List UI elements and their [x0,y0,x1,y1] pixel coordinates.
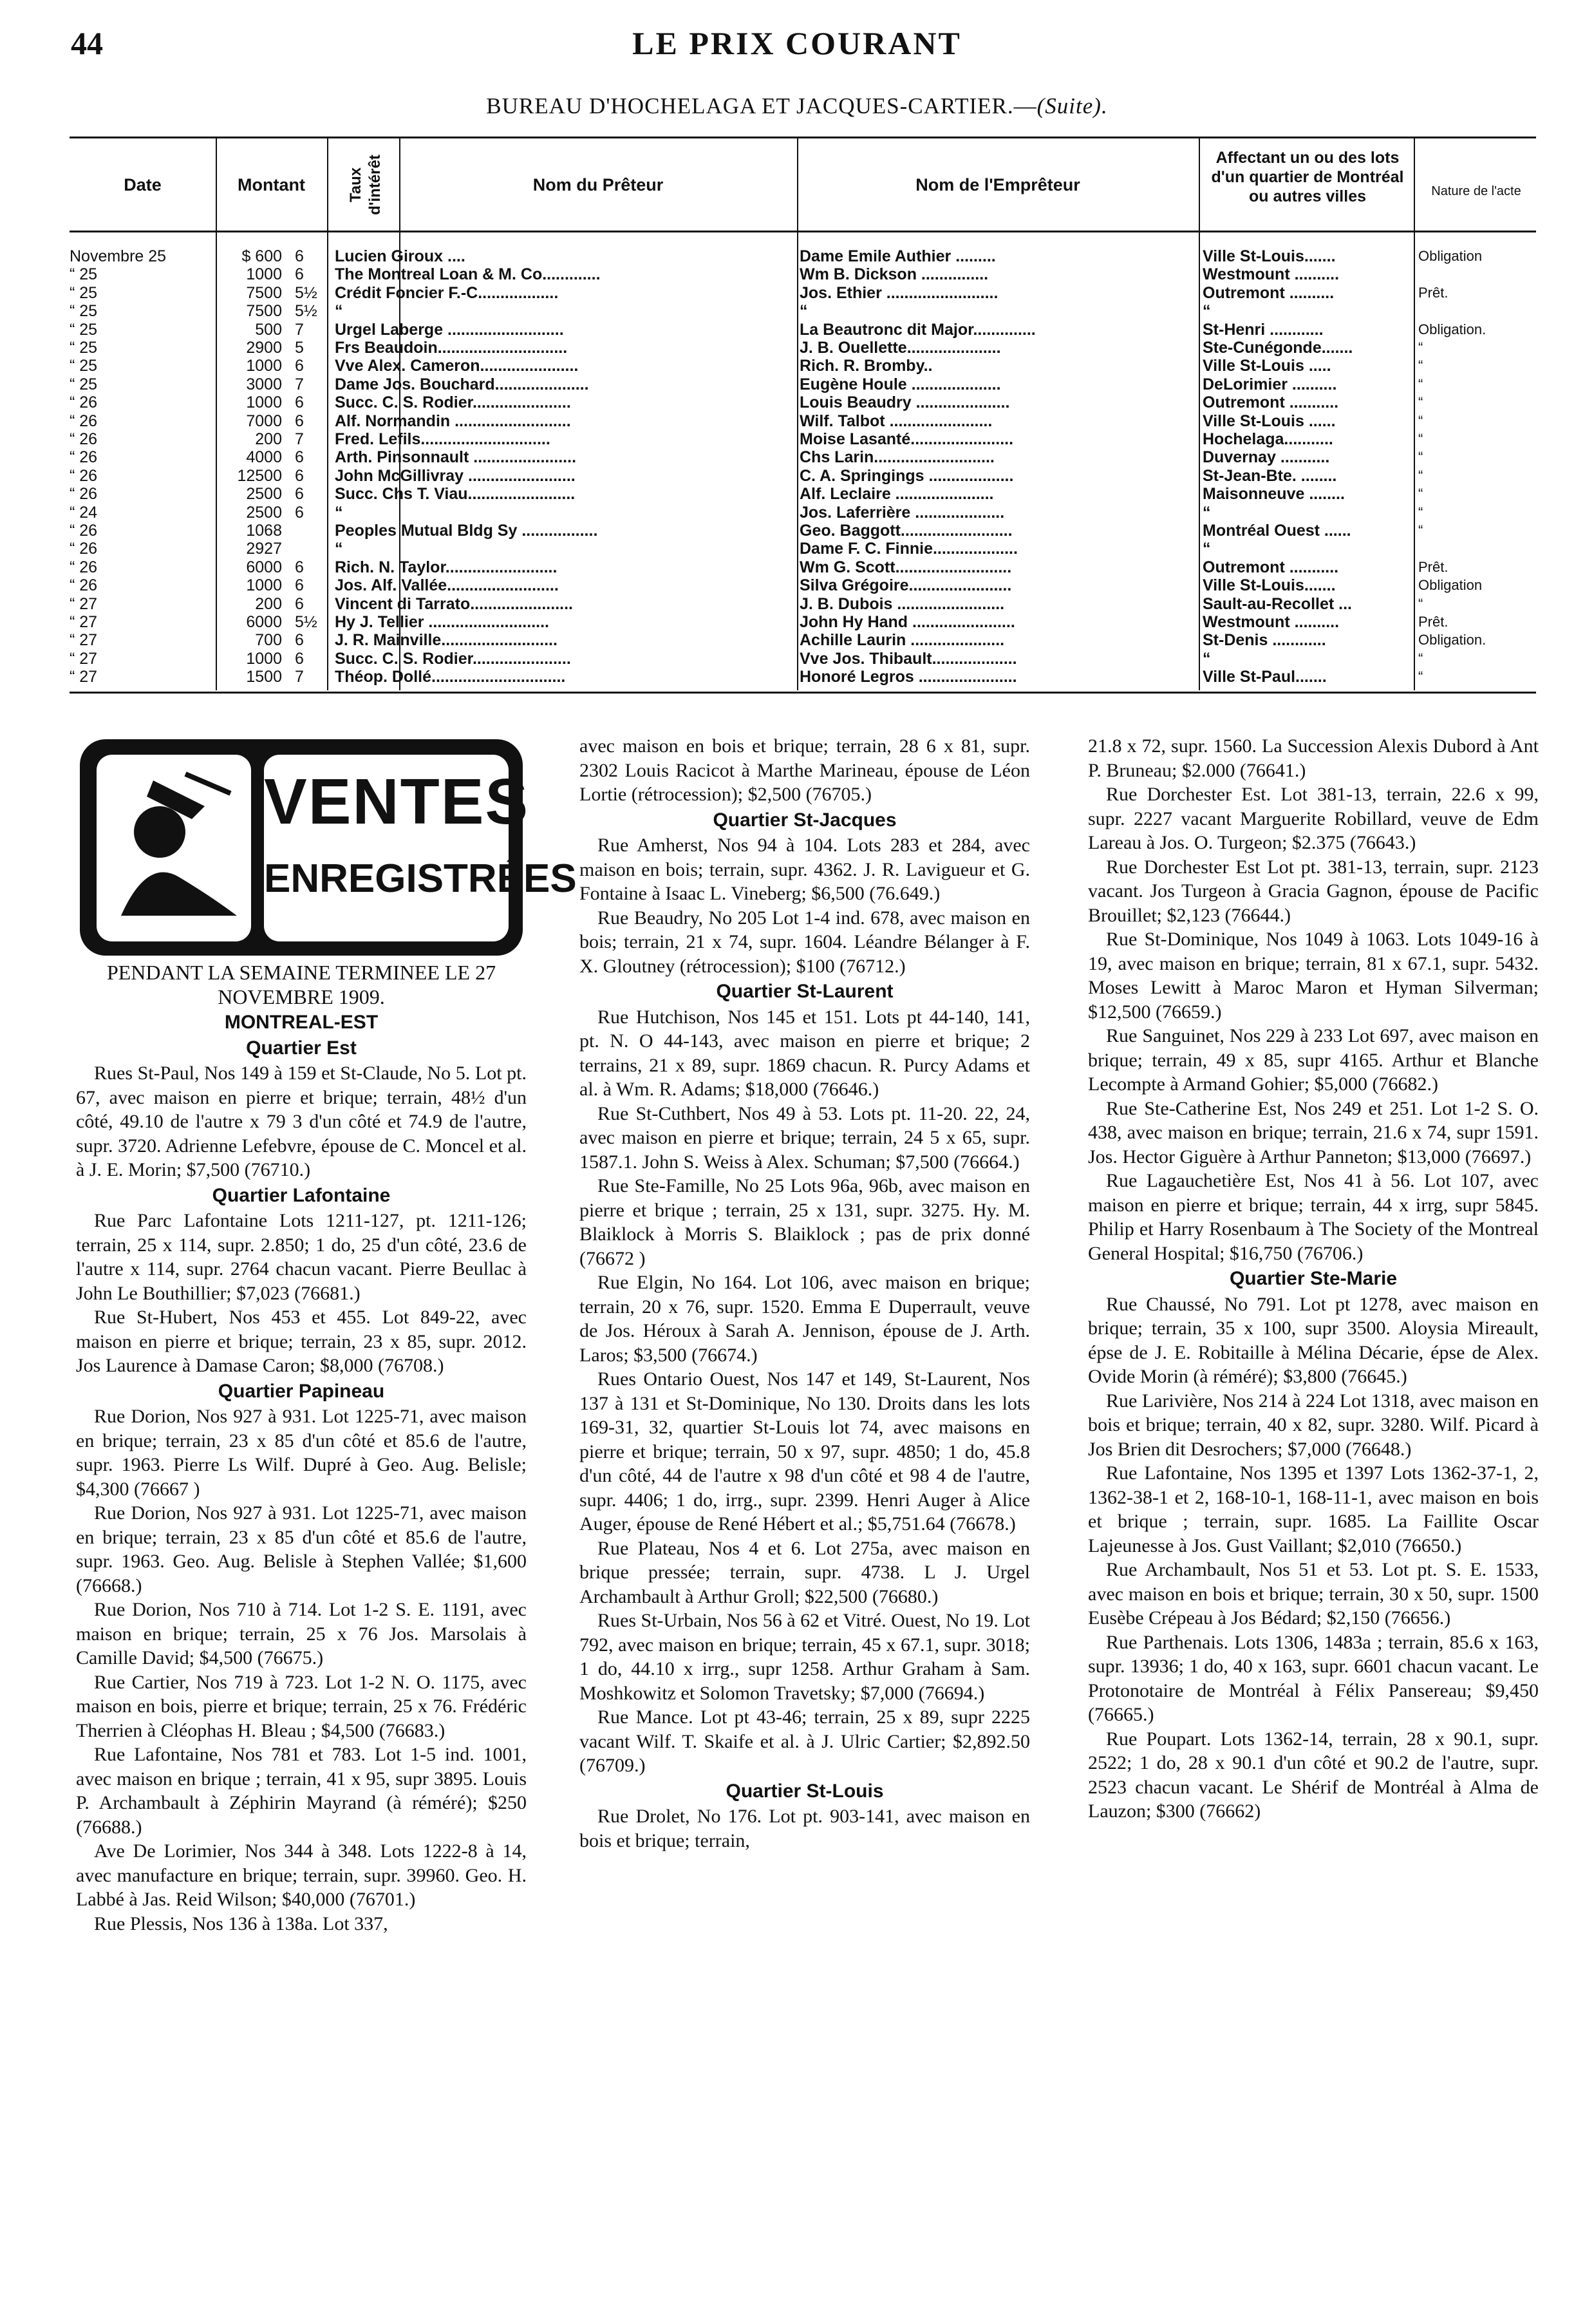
row-amount: 6000 [246,558,282,576]
col-header-emprunteur: Nom de l'Emprêteur [915,175,1080,194]
sale-entry: Rue Cartier, Nos 719 à 723. Lot 1-2 N. O. 1175, avec maison en bois, pierre et brique; terrain, 25 x 76. Frédéric Therrien à Cléophas H. Bleau ; $4,500 (76683.) [76,1671,527,1741]
table-row [70,302,1536,320]
row-borrower: Eugène Houle .................... [800,375,1001,393]
table-row [70,668,1536,686]
row-nature: “ [1418,504,1423,520]
sale-entry: Rue Archambault, Nos 51 et 53. Lot pt. S. E. 1533, avec maison en bois et brique; terrain, 30 x 50, supr. 1500 Eusèbe Crépeau à Jos Bédard; $2,150 (76656.) [1088,1559,1539,1629]
table-row [70,339,1536,357]
row-lender: Succ. Chs T. Viau........................ [335,485,576,504]
row-rate: 6 [295,448,304,467]
row-rate: 6 [295,357,304,375]
ventes-enregistrees-logo [76,735,577,959]
row-lender: Alf. Normandin .......................... [335,411,571,430]
week-caption: PENDANT LA SEMAINE TERMINEE LE 27 NOVEMBRE 1909. [106,961,496,1008]
row-place: Westmount .......... [1203,265,1340,284]
row-rate: 5½ [295,302,317,321]
article-column-2 [579,734,1030,1853]
row-date: “ 25 [70,375,98,393]
row-borrower: J. B. Ouellette..................... [800,339,1001,357]
quartier-heading: Quartier Lafontaine [212,1184,391,1206]
row-borrower: Dame F. C. Finnie................... [800,540,1018,558]
row-date: “ 26 [70,393,98,412]
quartier-heading: Quartier Ste-Marie [1229,1268,1398,1289]
row-rate: 6 [295,576,304,595]
row-lender: “ [335,503,343,522]
sale-entry: Rue Beaudry, No 205 Lot 1-4 ind. 678, avec maison en bois; terrain, 21 x 74, supr. 1604. Léandre Bélanger à F. X. Gloutney (rétrocession); $100 (76712.) [579,907,1030,977]
row-date: “ 25 [70,357,98,375]
row-rate: 6 [295,411,304,430]
sale-entry: Rue Dorchester Est. Lot 381-13, terrain, 22.6 x 99, supr. 2227 vacant Marguerite Robillard, veuve de Edm Lareau à Jos. O. Turgeon; $2.375 (76643.) [1088,784,1539,853]
row-amount: 1068 [246,522,282,540]
row-amount: 1000 [246,576,282,595]
row-rate: 6 [295,649,304,668]
row-place: Ville St-Louis....... [1203,247,1336,265]
row-date: “ 26 [70,540,98,558]
row-amount: 2927 [246,540,282,558]
quartier-heading: MONTREAL-EST [224,1012,379,1033]
row-date: “ 26 [70,466,98,485]
row-place: “ [1203,649,1211,668]
col-header-nature: Nature de l'acte [1431,184,1521,198]
row-nature: Obligation. [1418,321,1486,337]
row-rate: 6 [295,247,304,265]
row-place: Outremont .......... [1203,283,1335,302]
row-lender: Frs Beaudoin............................. [335,339,568,357]
sale-entry: Rue Ste-Catherine Est, Nos 249 et 251. Lot 1-2 S. O. 438, avec maison en brique; terrain, 21.6 x 74, supr 1591. Jos. Hector Giguère à Arthur Panneton; $13,000 (76697.) [1088,1097,1539,1167]
row-borrower: Chs Larin........................... [800,448,995,467]
row-place: Westmount .......... [1203,613,1340,631]
row-place: “ [1203,302,1211,321]
row-amount: $ 600 [241,247,282,265]
sale-entry: Rue Poupart. Lots 1362-14, terrain, 28 x 90.1, supr. 2522; 1 do, 28 x 90.1 d'un côté et 90.2 de l'autre, supr. 2523 chacun vacant. Le Shérif de Montréal à Alma de Lauzon; $300 (76662) [1088,1728,1539,1822]
row-borrower: Geo. Baggott......................... [800,522,1013,540]
row-borrower: Vve Jos. Thibault................... [800,649,1017,668]
table-row [70,650,1536,668]
row-rate: 6 [295,558,304,576]
row-place: Maisonneuve ........ [1203,485,1345,504]
section-title-text: BUREAU D'HOCHELAGA ET JACQUES-CARTIER.— [486,93,1037,118]
row-date: “ 27 [70,613,98,631]
row-place: St-Henri ............ [1203,320,1324,339]
row-nature: “ [1418,668,1423,685]
row-amount: 500 [255,320,282,339]
row-nature: “ [1418,486,1423,502]
row-borrower: Achille Laurin ..................... [800,631,1005,650]
table-row [70,393,1536,411]
row-amount: 2900 [246,339,282,357]
table-row [70,412,1536,430]
table-row [70,576,1536,594]
section-title [0,93,1594,119]
row-nature: Prêt. [1418,558,1449,575]
row-amount: 200 [255,430,282,448]
row-amount: 1000 [246,393,282,412]
row-borrower: J. B. Dubois ........................ [800,594,1005,613]
row-rate: 7 [295,375,304,393]
row-date: “ 25 [70,320,98,339]
sale-entry: Rue Dorion, Nos 927 à 931. Lot 1225-71, avec maison en brique; terrain, 23 x 85 d'un côté et 85.6 de l'autre, supr. 1963. Pierre Ls Wilf. Dupré à Geo. Aug. Belisle; $4,300 (76667 ) [76,1406,527,1500]
row-date: “ 26 [70,411,98,430]
sale-entry: Rue Lafontaine, Nos 1395 et 1397 Lots 1362-37-1, 2, 1362-38-1 et 2, 168-10-1, 168-11-1, avec maison en bois et brique ; terrain, supr. 1685. La Faillite Oscar Lajeunesse à Jos. Gust Vaillant; $2,010 (76650.) [1088,1462,1539,1556]
row-nature: Obligation [1418,248,1483,264]
row-date: “ 25 [70,283,98,302]
row-borrower: Wm B. Dickson ............... [800,265,989,284]
row-borrower: Alf. Leclaire ...................... [800,485,994,504]
sale-entry: 21.8 x 72, supr. 1560. La Succession Alexis Dubord à Ant P. Bruneau; $2.000 (76641.) [1088,735,1539,781]
table-row [70,631,1536,649]
sale-entry: Rue Plessis, Nos 136 à 138a. Lot 337, [94,1913,388,1934]
row-borrower: La Beautronc dit Major.............. [800,320,1036,339]
row-amount: 2500 [246,503,282,522]
row-amount: 12500 [237,466,282,485]
sale-entry: Rues St-Paul, Nos 149 à 159 et St-Claude, No 5. Lot pt. 67, avec maison en pierre et brique; terrain, 48½ d'un côté, 49.10 de l'autre x 79 3 d'un côté et 74.9 de l'autre, supr. 3720. Adrienne Lefebvre, épouse de C. Moncel et al. à J. E. Morin; $7,500 (76710.) [76,1063,527,1180]
row-place: Outremont ........... [1203,558,1339,576]
row-lender: Urgel Laberge .......................... [335,320,564,339]
row-amount: 1000 [246,357,282,375]
row-borrower: C. A. Springings ................... [800,466,1014,485]
quartier-heading: Quartier Est [246,1037,357,1059]
logo-line1: VENTES [264,766,530,838]
row-amount: 4000 [246,448,282,467]
quartier-heading: Quartier Papineau [218,1380,385,1402]
article-column-3 [1088,734,1539,1824]
row-date: “ 27 [70,594,98,613]
row-amount: 700 [255,631,282,650]
table-row [70,321,1536,339]
row-rate: 6 [295,485,304,504]
row-rate: 5½ [295,613,317,631]
table-row [70,467,1536,485]
page-number: 44 [71,25,103,61]
row-place: Ste-Cunégonde....... [1203,339,1353,357]
row-nature: “ [1418,650,1423,666]
sale-entry: Rue Lafontaine, Nos 781 et 783. Lot 1-5 ind. 1001, avec maison en brique ; terrain, 41 x 95, supr 3895. Louis P. Archambault à Zéphirin Mayrand (à réméré); $250 (76688.) [76,1744,527,1838]
table-row [70,247,1536,265]
sale-entry: Rue Dorion, Nos 927 à 931. Lot 1225-71, avec maison en brique; terrain, 23 x 85 d'un côté et 85.6 de l'autre, supr. 1963. Geo. Aug. Belisle à Stephen Vallée; $1,600 (76668.) [76,1502,527,1596]
table-header-rule [70,231,1536,232]
row-borrower: “ [800,302,808,321]
row-place: Duvernay ........... [1203,448,1330,467]
row-lender: Peoples Mutual Bldg Sy ................. [335,522,598,540]
row-place: “ [1203,503,1211,522]
row-place: Ville St-Louis ..... [1203,357,1331,375]
table-top-rule [70,137,1536,138]
row-date: “ 26 [70,558,98,576]
row-lender: John McGillivray ........................ [335,466,576,485]
sale-entry: Rue Amherst, Nos 94 à 104. Lots 283 et 284, avec maison en bois; terrain, supr. 4362. J. R. Lavigueur et G. Fontaine à Isaac L. Vineberg; $6,500 (76.649.) [579,835,1030,904]
table-row [70,595,1536,613]
article-column-1 [76,961,527,1936]
row-borrower: Honoré Legros ...................... [800,668,1017,686]
sale-entry: Rue Larivière, Nos 214 à 224 Lot 1318, avec maison en bois et brique; terrain, 40 x 82, supr. 3280. Wilf. Picard à Jos Brien dit Desrochers; $7,000 (76648.) [1088,1390,1539,1460]
row-nature: “ [1418,394,1423,411]
row-amount: 7000 [246,411,282,430]
table-row [70,613,1536,631]
table-row [70,540,1536,558]
col-header-montant: Montant [238,175,305,194]
row-date: “ 26 [70,576,98,595]
row-borrower: Wilf. Talbot ....................... [800,411,993,430]
row-rate: 6 [295,594,304,613]
row-lender: Vincent di Tarrato....................... [335,594,573,613]
row-nature: Prêt. [1418,284,1449,301]
table-row [70,375,1536,393]
table-row [70,265,1536,283]
row-rate: 5½ [295,283,317,302]
sale-entry: Rue Lagauchetière Est, Nos 41 à 56. Lot 107, avec maison en pierre et brique; terrain, 44 x irrg, supr 5845. Philip et Harry Rosenbaum à The Society of the Montreal General Hospital; $16,750 (76706.) [1088,1170,1539,1264]
row-rate: 6 [295,393,304,412]
row-borrower: Wm G. Scott.......................... [800,558,1012,576]
table-row [70,284,1536,302]
row-amount: 1000 [246,649,282,668]
sale-entry: Rue Dorion, Nos 710 à 714. Lot 1-2 S. E. 1191, avec maison en brique; terrain, 25 x 76 Jos. Marsolais à Camille David; $4,500 (76675.) [76,1599,527,1668]
row-lender: Fred. Lefils............................. [335,430,550,448]
row-rate: 6 [295,265,304,284]
row-date: “ 27 [70,631,98,650]
table-bottom-rule [70,692,1536,694]
sale-entry: Rue Chaussé, No 791. Lot pt 1278, avec maison en brique; terrain, 35 x 100, supr 3500. Aloysia Mireault, épse de J. E. Robitaille à Mélina Décarie, épse de Alex. Ovide Morin (à réméré); $3,800 (76645.) [1088,1293,1539,1387]
row-lender: Rich. N. Taylor......................... [335,558,558,576]
section-title-suite: (Suite). [1036,93,1108,118]
row-date: Novembre 25 [70,247,167,265]
row-nature: “ [1418,595,1423,612]
sale-entry: Rue Sanguinet, Nos 229 à 233 Lot 697, avec maison en brique; terrain, 49 x 85, supr 4165. Arthur et Blanche Lecompte à Armand Gohier; $5,000 (76682.) [1088,1025,1539,1095]
row-nature: “ [1418,467,1423,484]
row-date: “ 27 [70,668,98,686]
row-lender: Crédit Foncier F.-C.................. [335,283,559,302]
row-rate: 7 [295,430,304,448]
row-nature: Obligation. [1418,632,1486,648]
row-place: Hochelaga........... [1203,430,1333,448]
journal-title: LE PRIX COURANT [632,25,962,61]
row-borrower: Louis Beaudry ..................... [800,393,1010,412]
sale-entry: Rue Elgin, No 164. Lot 106, avec maison en brique; terrain, 20 x 76, supr. 1520. Emma E Duperrault, veuve de Jos. Héroux à Sarah A. Jennison, épouse de J. Arth. Laros; $3,500 (76674.) [579,1272,1030,1366]
logo-line2: ENREGISTRÉES [264,856,577,901]
row-borrower: Rich. R. Bromby.. [800,357,933,375]
table-row [70,485,1536,503]
row-place: St-Jean-Bte. ........ [1203,466,1337,485]
row-amount: 7500 [246,302,282,321]
row-amount: 2500 [246,485,282,504]
sale-entry: Rue Parc Lafontaine Lots 1211-127, pt. 1211-126; terrain, 25 x 114, supr. 2.850; 1 do, 25 d'un côté, 23.6 de l'autre x 114, supr. 2764 chacun vacant. Pierre Beullac à John Le Bouthillier; $7,023 (76681.) [76,1210,527,1304]
row-lender: “ [335,302,343,321]
sale-entry: Rue Parthenais. Lots 1306, 1483a ; terrain, 85.6 x 163, supr. 13936; 1 do, 40 x 163, supr. 6601 chacun vacant. Le Protonotaire de Montréal à Félix Pansereau; $9,450 (76665.) [1088,1631,1539,1725]
sale-entry: Rue St-Hubert, Nos 453 et 455. Lot 849-22, avec maison en pierre et brique; terrain, 23 x 85, supr. 2012. Jos Laurence à Damase Caron; $8,000 (76708.) [76,1307,527,1376]
row-nature: Obligation [1418,577,1483,594]
col-header-preteur: Nom du Prêteur [532,175,664,194]
row-place: Ville St-Louis....... [1203,576,1336,595]
row-date: “ 27 [70,649,98,668]
row-place: DeLorimier .......... [1203,375,1337,393]
row-amount: 7500 [246,283,282,302]
quartier-heading: Quartier St-Laurent [716,981,894,1002]
row-lender: Vve Alex. Cameron...................... [335,357,579,375]
row-lender: Dame Jos. Bouchard..................... [335,375,589,393]
row-date: “ 26 [70,485,98,504]
row-amount: 3000 [246,375,282,393]
sale-entry: Rue Ste-Famille, No 25 Lots 96a, 96b, avec maison en pierre et brique ; terrain, 25 x 131, supr. 3275. Hy. M. Blaiklock à Morris S. Blaiklock ; pas de prix donné (76672 ) [579,1175,1030,1269]
sale-entry: Rue St-Cuthbert, Nos 49 à 53. Lots pt. 11-20. 22, 24, avec maison en pierre et brique; terrain, 24 5 x 65, supr. 1587.1. John S. Weiss à Alex. Schuman; $7,500 (76664.) [579,1102,1030,1173]
row-place: Sault-au-Recollet ... [1203,594,1352,613]
sale-entry: Rue Dorchester Est Lot pt. 381-13, terrain, supr. 2123 vacant. Jos Turgeon à Gracia Gagnon, épouse de Pacific Brouillet; $2,123 (76644.) [1088,856,1539,926]
row-place: Montréal Ouest ...... [1203,522,1351,540]
row-rate: 7 [295,668,304,686]
table-row [70,504,1536,522]
sale-entry: Rue Mance. Lot pt 43-46; terrain, 25 x 89, supr 2225 vacant Wilf. T. Skaife et al. à J. Ulric Cartier; $2,892.50 (76709.) [579,1706,1030,1776]
row-borrower: Dame Emile Authier ......... [800,247,996,265]
sale-entry: Rues Ontario Ouest, Nos 147 et 149, St-Laurent, Nos 137 à 131 et St-Dominique, No 130. Droits dans les lots 169-31, 32, quartier St-Louis lot 74, avec maisons en pierre et brique; terrain, 50 x 97, supr. 4850; 1 do, 45.8 d'un côté, 44 de l'autre x 98 d'un côté et 98 4 de l'autre, supr. 4406; 1 do, irrg., supr. 2399. Henri Auger à Alice Auger, épouse de René Hébert et al.; $5,751.64 (76678.) [579,1368,1030,1535]
quartier-heading: Quartier St-Jacques [713,809,897,831]
row-nature: Prêt. [1418,614,1449,630]
col-header-date: Date [124,175,162,194]
row-place: “ [1203,540,1211,558]
row-lender: Hy J. Tellier ........................... [335,613,549,631]
row-place: Ville St-Paul....... [1203,668,1327,686]
row-lender: Succ. C. S. Rodier...................... [335,393,571,412]
table-row [70,357,1536,375]
table-row [70,558,1536,576]
col-header-taux: Taux d'intérêt [347,155,384,215]
row-date: “ 26 [70,430,98,448]
row-lender: “ [335,540,343,558]
table-row [70,522,1536,540]
row-nature: “ [1418,449,1423,466]
row-date: “ 25 [70,302,98,321]
row-rate: 7 [295,320,304,339]
sale-entry: Ave De Lorimier, Nos 344 à 348. Lots 1222-8 à 14, avec manufacture en brique; terrain, supr. 39960. Geo. H. Labbé à Jas. Reid Wilson; $40,000 (76701.) [76,1840,527,1910]
row-nature: “ [1418,431,1423,447]
row-amount: 1000 [246,265,282,284]
row-rate: 5 [295,339,304,357]
row-nature: “ [1418,412,1423,429]
row-lender: Succ. C. S. Rodier...................... [335,649,571,668]
row-lender: J. R. Mainville.......................... [335,631,558,650]
row-place: Ville St-Louis ...... [1203,411,1336,430]
sale-entry: Rue St-Dominique, Nos 1049 à 1063. Lots 1049-16 à 19, avec maison en brique; terrain, 81 x 67.1, supr. 5432. Moses Lewitt à Maroc Maron et Hyman Silverman; $12,500 (76659.) [1088,929,1539,1023]
sale-entry: Rue Plateau, Nos 4 et 6. Lot 275a, avec maison en brique pressée; terrain, supr. 4738. L J. Urgel Archambault à Arthur Groll; $22,500 (76680.) [579,1537,1030,1607]
row-lender: Jos. Alf. Vallée......................... [335,576,559,595]
row-lender: Lucien Giroux .... [335,247,465,265]
sale-entry: avec maison en bois et brique; terrain, 28 6 x 81, supr. 2302 Louis Racicot à Marthe Marineau, épouse de Léon Lortie (rétrocession); $2,500 (76705.) [579,735,1030,805]
row-amount: 200 [255,594,282,613]
row-lender: Arth. Pinsonnault ....................... [335,448,577,467]
row-rate: 6 [295,466,304,485]
col-header-affectant: Affectant un ou des lots d'un quartier de Montréal ou autres villes [1211,149,1404,205]
row-borrower: Silva Grégoire....................... [800,576,1012,595]
row-date: “ 26 [70,448,98,467]
row-borrower: Jos. Ethier ......................... [800,283,999,302]
row-nature: “ [1418,522,1423,538]
row-place: Outremont ........... [1203,393,1339,412]
row-borrower: Jos. Laferrière .................... [800,503,1005,522]
quartier-heading: Quartier St-Louis [726,1780,884,1802]
row-amount: 1500 [246,668,282,686]
row-date: “ 24 [70,503,98,522]
row-date: “ 25 [70,339,98,357]
sale-entry: Rues St-Urbain, Nos 56 à 62 et Vitré. Ouest, No 19. Lot 792, avec maison en brique; terrain, 45 x 67.1, supr. 3018; 1 do, 44.10 x irrg., supr 1258. Arthur Graham à Sam. Moshkowitz et Solomon Travetsky; $7,000 (76694.) [579,1610,1030,1704]
row-lender: Théop. Dollé.............................. [335,668,566,686]
table-row [70,430,1536,448]
row-amount: 6000 [246,613,282,631]
table-row [70,448,1536,466]
row-lender: The Montreal Loan & M. Co............. [335,265,601,284]
sale-entry: Rue Hutchison, Nos 145 et 151. Lots pt 44-140, 141, pt. N. O 44-143, avec maison en pierre et brique; 2 terrains, 21 x 89, supr. 1869 chacun. R. Purcy Adams et al. à Wm. R. Adams; $18,000 (76646.) [579,1006,1030,1100]
row-date: “ 25 [70,265,98,284]
row-place: St-Denis ............ [1203,631,1326,650]
row-borrower: John Hy Hand ....................... [800,613,1015,631]
row-rate: 6 [295,503,304,522]
row-nature: “ [1418,375,1423,392]
sale-entry: Rue Drolet, No 176. Lot pt. 903-141, avec maison en bois et brique; terrain, [579,1806,1030,1851]
row-date: “ 26 [70,522,98,540]
row-nature: “ [1418,339,1423,355]
row-nature: “ [1418,357,1423,374]
row-rate: 6 [295,631,304,650]
row-borrower: Moise Lasanté....................... [800,430,1014,448]
